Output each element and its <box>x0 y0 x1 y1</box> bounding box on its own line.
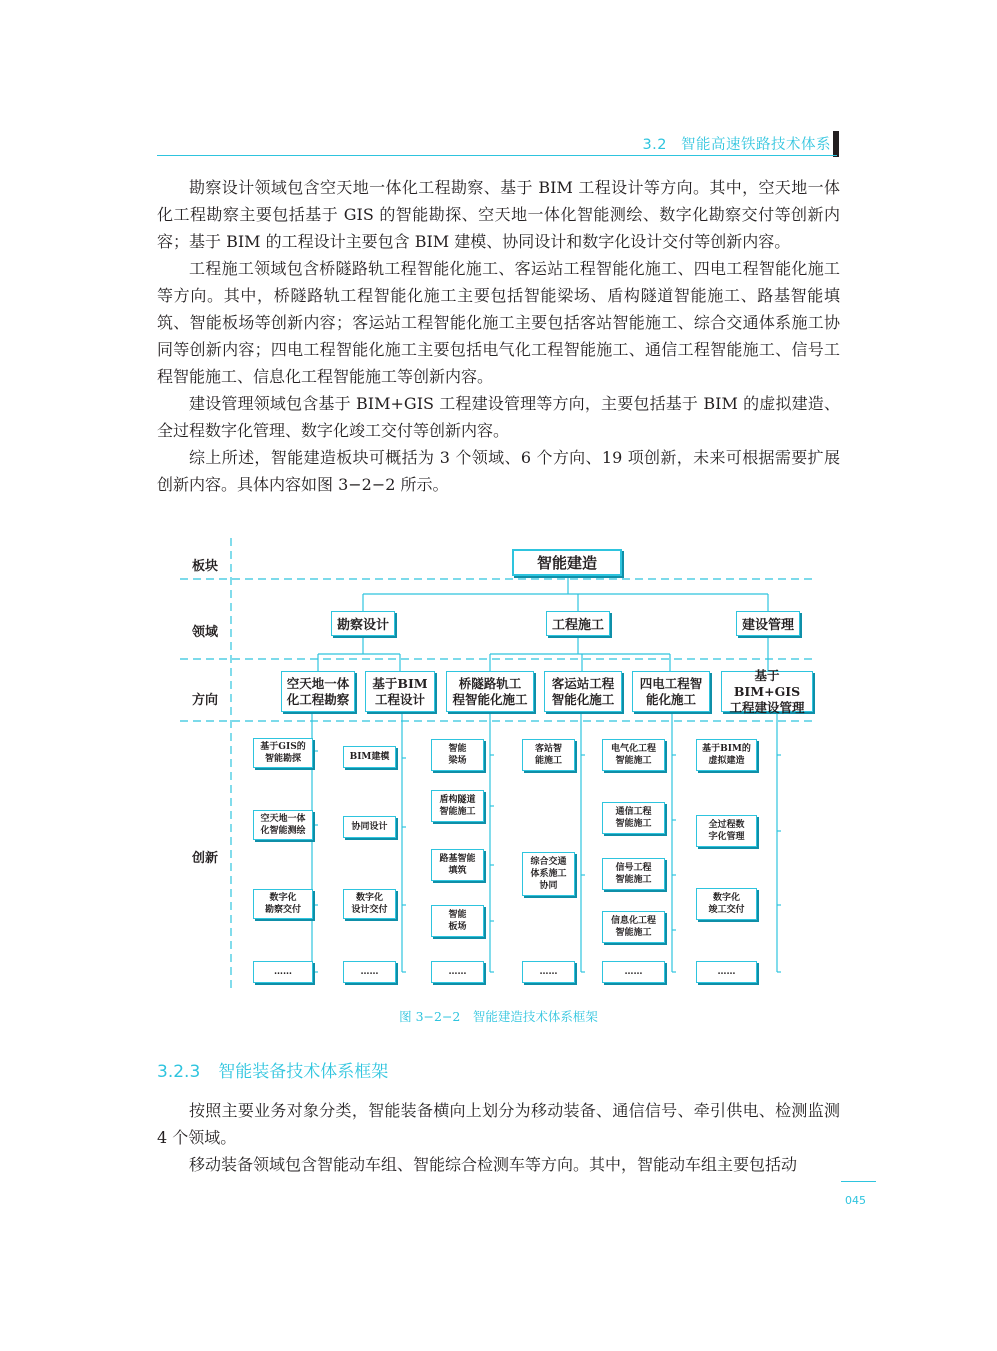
innovation-box <box>522 852 575 896</box>
paragraph: 建设管理领域包含基于 BIM+GIS 工程建设管理等方向，主要包括基于 BIM 的虚拟建造、全过程数字化管理、数字化竣工交付等创新内容。 <box>157 394 840 440</box>
section-number: 3.2.3 <box>157 1062 201 1082</box>
innovation-box <box>431 905 484 937</box>
innovation-box <box>696 888 757 920</box>
innovation-line: 字化管理 <box>708 832 745 842</box>
innovation-box <box>602 802 665 834</box>
direction-box <box>446 671 534 712</box>
domain-box: 工程施工 <box>546 611 610 636</box>
innovation-line: …… <box>360 967 379 977</box>
direction-line: 基于BIM <box>372 675 428 691</box>
innovation-line: 盾构隧道 <box>439 795 476 805</box>
row-label-innovation: 创新 <box>192 851 219 866</box>
direction-line: 空天地一体 <box>286 675 350 691</box>
header-marker-bar <box>833 131 839 157</box>
innovation-line: 智能施工 <box>615 928 652 938</box>
paragraph: 工程施工领域包含桥隧路轨工程智能化施工、客运站工程智能化施工、四电工程智能化施工等方向。其中，桥隧路轨工程智能化施工主要包括智能梁场、盾构隧道智能施工、路基智能填筑、智能板场等创新内容；客运站工程智能化施工主要包括客站智能施工、综合交通体系施工协同等创新内容；四电工程智能化施工主要包括电气化工程智能施工、通信工程智能施工、信号工程智能施工、信息化工程智能施工等创新内容。 <box>157 259 840 386</box>
innovation-box <box>522 961 575 983</box>
innovation-box <box>431 849 484 881</box>
direction-box <box>365 671 435 712</box>
innovation-line: …… <box>539 967 558 977</box>
innovation-line: 智能施工 <box>615 819 652 829</box>
innovation-line: 数字化 <box>712 893 740 903</box>
direction-line: 智能化施工 <box>551 691 615 707</box>
innovation-box <box>253 889 313 919</box>
innovation-box <box>343 816 396 838</box>
innovation-box <box>602 858 665 890</box>
innovation-line: 空天地一体 <box>260 814 306 824</box>
body-text <box>157 174 840 498</box>
innovation-line: 协同 <box>539 881 558 891</box>
innovation-box <box>602 961 665 983</box>
innovation-line: 虚拟建造 <box>708 756 745 766</box>
innovation-line: 设计交付 <box>351 905 388 915</box>
innovation-line: 协同设计 <box>351 822 388 832</box>
figure-caption: 图 3−2−2 智能建造技术体系框架 <box>399 1009 598 1024</box>
innovation-line: 智能施工 <box>615 875 652 885</box>
section-title: 智能装备技术体系框架 <box>218 1062 389 1082</box>
innovation-box <box>696 815 757 847</box>
header-section-number: 3.2 <box>642 137 667 153</box>
running-header <box>642 133 831 154</box>
innovation-line: 基于BIM的 <box>702 744 751 754</box>
innovation-line: 电气化工程 <box>610 744 656 754</box>
paragraph: 移动装备领域包含智能动车组、智能综合检测车等方向。其中，智能动车组主要包括动 <box>189 1155 798 1174</box>
innovation-line: 信号工程 <box>615 863 652 873</box>
innovation-line: 路基智能 <box>439 854 476 864</box>
innovation-box <box>602 739 665 771</box>
innovation-line: 填筑 <box>448 866 467 876</box>
innovation-box <box>343 889 396 919</box>
innovation-box <box>253 961 313 983</box>
innovation-box <box>696 739 757 771</box>
direction-box <box>721 667 813 715</box>
direction-line: 程智能化施工 <box>452 691 528 707</box>
direction-line: 客运站工程 <box>551 675 615 691</box>
direction-line: 工程建设管理 <box>729 699 805 715</box>
innovation-box <box>696 961 757 983</box>
innovation-line: …… <box>448 967 467 977</box>
innovation-line: 全过程数 <box>708 820 745 830</box>
innovation-box <box>343 961 396 983</box>
innovation-line: 勘察交付 <box>264 905 301 915</box>
innovation-line: 通信工程 <box>615 807 652 817</box>
direction-line: 桥隧路轨工 <box>458 675 522 691</box>
innovation-box <box>253 738 313 768</box>
innovation-line: …… <box>274 967 292 977</box>
direction-line: 化工程勘察 <box>286 691 350 707</box>
paragraph: 综上所述，智能建造板块可概括为 3 个领域、6 个方向、19 项创新，未来可根据需要扩展创新内容。具体内容如图 3−2−2 所示。 <box>157 448 840 494</box>
innovation-box <box>431 739 484 771</box>
innovation-box <box>253 810 313 840</box>
paragraph: 按照主要业务对象分类，智能装备横向上划分为移动装备、通信信号、牵引供电、检测监测 4 个领域。 <box>157 1101 840 1147</box>
direction-line: 能化施工 <box>645 691 696 707</box>
paragraph: 勘察设计领域包含空天地一体化工程勘察、基于 BIM 工程设计等方向。其中，空天地一体化工程勘察主要包括基于 GIS 的智能勘探、空天地一体化智能测绘、数字化勘察交付等创新内容；基于 BIM 的工程设计主要包含 BIM 建模、协同设计和数字化设计交付等创新内容。 <box>157 178 840 251</box>
innovation-line: 智能 <box>448 910 467 920</box>
innovation-box <box>431 961 484 983</box>
direction-box <box>544 671 622 712</box>
body-text-2 <box>157 1097 840 1178</box>
header-section-title: 智能高速铁路技术体系 <box>681 137 831 153</box>
page-number: 045 <box>845 1194 866 1207</box>
innovation-box <box>431 790 484 822</box>
domain-box: 勘察设计 <box>331 611 395 636</box>
section-heading <box>157 1057 388 1082</box>
innovation-line: 数字化 <box>269 893 297 903</box>
direction-box <box>281 671 355 712</box>
row-label-domain: 领域 <box>192 625 219 640</box>
domain-box: 建设管理 <box>736 611 800 636</box>
innovation-line: 智能施工 <box>439 807 476 817</box>
row-label-direction: 方向 <box>192 693 219 708</box>
innovation-line: 综合交通 <box>530 857 567 867</box>
innovation-line: 板场 <box>448 922 467 932</box>
row-label-block: 板块 <box>192 559 219 574</box>
direction-line: 基于BIM+GIS <box>733 667 801 699</box>
innovation-line: 梁场 <box>448 756 467 766</box>
innovation-line: 化智能测绘 <box>260 826 306 836</box>
innovation-line: 数字化 <box>355 893 383 903</box>
innovation-box <box>602 911 665 943</box>
innovation-line: 智能勘探 <box>264 754 301 764</box>
innovation-line: 基于GIS的 <box>260 742 306 752</box>
direction-line: 四电工程智 <box>639 675 703 691</box>
innovation-line: 竣工交付 <box>708 905 745 915</box>
innovation-box <box>343 746 396 768</box>
framework-diagram <box>180 538 820 998</box>
innovation-box <box>522 739 575 771</box>
innovation-line: BIM建模 <box>349 752 390 762</box>
root-box: 智能建造 <box>512 549 622 576</box>
footer-rule <box>841 1181 876 1182</box>
innovation-line: …… <box>624 967 643 977</box>
direction-box <box>632 671 710 712</box>
innovation-line: 体系施工 <box>530 869 567 879</box>
header-rule <box>157 155 837 156</box>
direction-line: 工程设计 <box>374 691 425 707</box>
innovation-line: 智能施工 <box>615 756 652 766</box>
innovation-line: 智能 <box>448 744 467 754</box>
innovation-line: …… <box>717 967 736 977</box>
innovation-line: 能施工 <box>534 756 562 766</box>
innovation-line: 信息化工程 <box>610 916 656 926</box>
innovation-line: 客站智 <box>534 744 562 754</box>
